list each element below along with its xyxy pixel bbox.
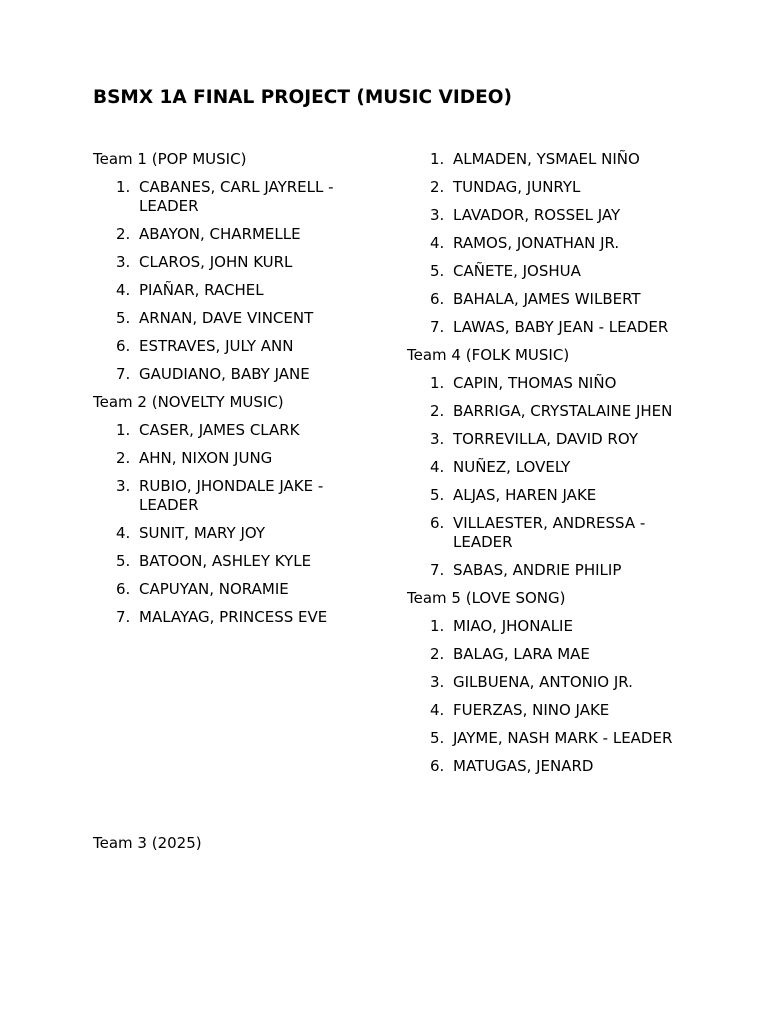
list-item-number: 7. [116,365,131,383]
team4-member-list [407,374,707,580]
list-item-number: 2. [116,225,131,243]
list-item-number: 2. [430,645,445,663]
member-name: LAVADOR, ROSSEL JAY [453,206,621,224]
list-item-number: 5. [116,309,131,327]
member-name: BARRIGA, CRYSTALAINE JHEN [453,402,673,420]
list-item-number: 2. [430,178,445,196]
member-name: PIAÑAR, RACHEL [139,281,264,299]
list-item-number: 3. [116,477,131,495]
member-name: CAPIN, THOMAS NIÑO [453,374,617,392]
team5-heading: Team 5 (LOVE SONG) [407,589,566,607]
list-item [93,421,383,440]
list-item [407,458,707,477]
member-name: SUNIT, MARY JOY [139,524,266,542]
list-item [407,374,707,393]
member-name: CAÑETE, JOSHUA [453,262,581,280]
list-item [93,608,383,627]
team1-member-list [93,178,383,384]
list-item-number: 5. [430,262,445,280]
member-name: ESTRAVES, JULY ANN [139,337,294,355]
member-name: JAYME, NASH MARK - LEADER [453,729,673,747]
member-name: ALMADEN, YSMAEL NIÑO [453,150,640,168]
list-item-number: 1. [430,617,445,635]
list-item-number: 4. [116,281,131,299]
list-item-number: 1. [430,150,445,168]
member-name: RUBIO, JHONDALE JAKE - LEADER [139,477,324,514]
list-item [407,701,707,720]
list-item-number: 7. [116,608,131,626]
list-item [93,225,383,244]
list-item-number: 3. [430,673,445,691]
list-item [407,673,707,692]
list-item-number: 3. [430,430,445,448]
list-item-number: 5. [430,729,445,747]
list-item-number: 4. [116,524,131,542]
list-item [407,234,707,253]
team3-member-list [407,150,707,337]
member-name: ALJAS, HAREN JAKE [453,486,597,504]
list-item-number: 2. [430,402,445,420]
member-name: CAPUYAN, NORAMIE [139,580,289,598]
list-item [93,449,383,468]
list-item [407,561,707,580]
member-name: AHN, NIXON JUNG [139,449,273,467]
list-item [93,552,383,571]
list-item-number: 3. [430,206,445,224]
list-item [407,617,707,636]
list-item [407,262,707,281]
list-item-number: 4. [430,234,445,252]
team3-heading: Team 3 (2025) [93,834,202,852]
member-name: CLAROS, JOHN KURL [139,253,293,271]
list-item [407,757,707,776]
member-name: BAHALA, JAMES WILBERT [453,290,641,308]
list-item-number: 7. [430,561,445,579]
member-name: SABAS, ANDRIE PHILIP [453,561,622,579]
member-name: RAMOS, JONATHAN JR. [453,234,620,252]
team1-heading: Team 1 (POP MUSIC) [93,150,247,168]
document-title: BSMX 1A FINAL PROJECT (MUSIC VIDEO) [93,87,512,108]
list-item [407,206,707,225]
list-item [407,318,707,337]
list-item-number: 2. [116,449,131,467]
list-item-number: 5. [116,552,131,570]
member-name: CABANES, CARL JAYRELL - LEADER [139,178,334,215]
list-item [407,645,707,664]
list-item-number: 6. [116,337,131,355]
team2-heading: Team 2 (NOVELTY MUSIC) [93,393,284,411]
list-item [93,309,383,328]
list-item [93,580,383,599]
list-item [407,486,707,505]
list-item [407,150,707,169]
member-name: GILBUENA, ANTONIO JR. [453,673,633,691]
member-name: MATUGAS, JENARD [453,757,594,775]
member-name: BATOON, ASHLEY KYLE [139,552,312,570]
member-name: GAUDIANO, BABY JANE [139,365,310,383]
member-name: LAWAS, BABY JEAN - LEADER [453,318,669,336]
member-name: NUÑEZ, LOVELY [453,458,571,476]
team2-member-list [93,421,383,627]
list-item-number: 6. [430,757,445,775]
list-item-number: 6. [430,514,445,532]
member-name: MIAO, JHONALIE [453,617,573,635]
member-name: FUERZAS, NINO JAKE [453,701,610,719]
member-name: ABAYON, CHARMELLE [139,225,301,243]
member-name: TUNDAG, JUNRYL [453,178,581,196]
list-item-number: 7. [430,318,445,336]
right-column [407,150,707,785]
list-item [93,281,383,300]
list-item [407,402,707,421]
list-item-number: 5. [430,486,445,504]
member-name: TORREVILLA, DAVID ROY [453,430,638,448]
list-item [93,477,383,515]
list-item [93,253,383,272]
member-name: ARNAN, DAVE VINCENT [139,309,314,327]
member-name: CASER, JAMES CLARK [139,421,300,439]
list-item-number: 1. [116,178,131,196]
list-item [407,514,707,552]
list-item-number: 1. [116,421,131,439]
list-item [407,178,707,197]
list-item [407,290,707,309]
list-item-number: 4. [430,458,445,476]
left-column [93,150,383,636]
list-item-number: 1. [430,374,445,392]
list-item-number: 4. [430,701,445,719]
list-item [407,430,707,449]
team4-heading: Team 4 (FOLK MUSIC) [407,346,570,364]
list-item-number: 6. [116,580,131,598]
list-item [407,729,707,748]
list-item [93,365,383,384]
list-item [93,524,383,543]
member-name: VILLAESTER, ANDRESSA - LEADER [453,514,646,551]
list-item [93,337,383,356]
list-item [93,178,383,216]
list-item-number: 6. [430,290,445,308]
member-name: BALAG, LARA MAE [453,645,590,663]
member-name: MALAYAG, PRINCESS EVE [139,608,328,626]
team5-member-list [407,617,707,776]
list-item-number: 3. [116,253,131,271]
